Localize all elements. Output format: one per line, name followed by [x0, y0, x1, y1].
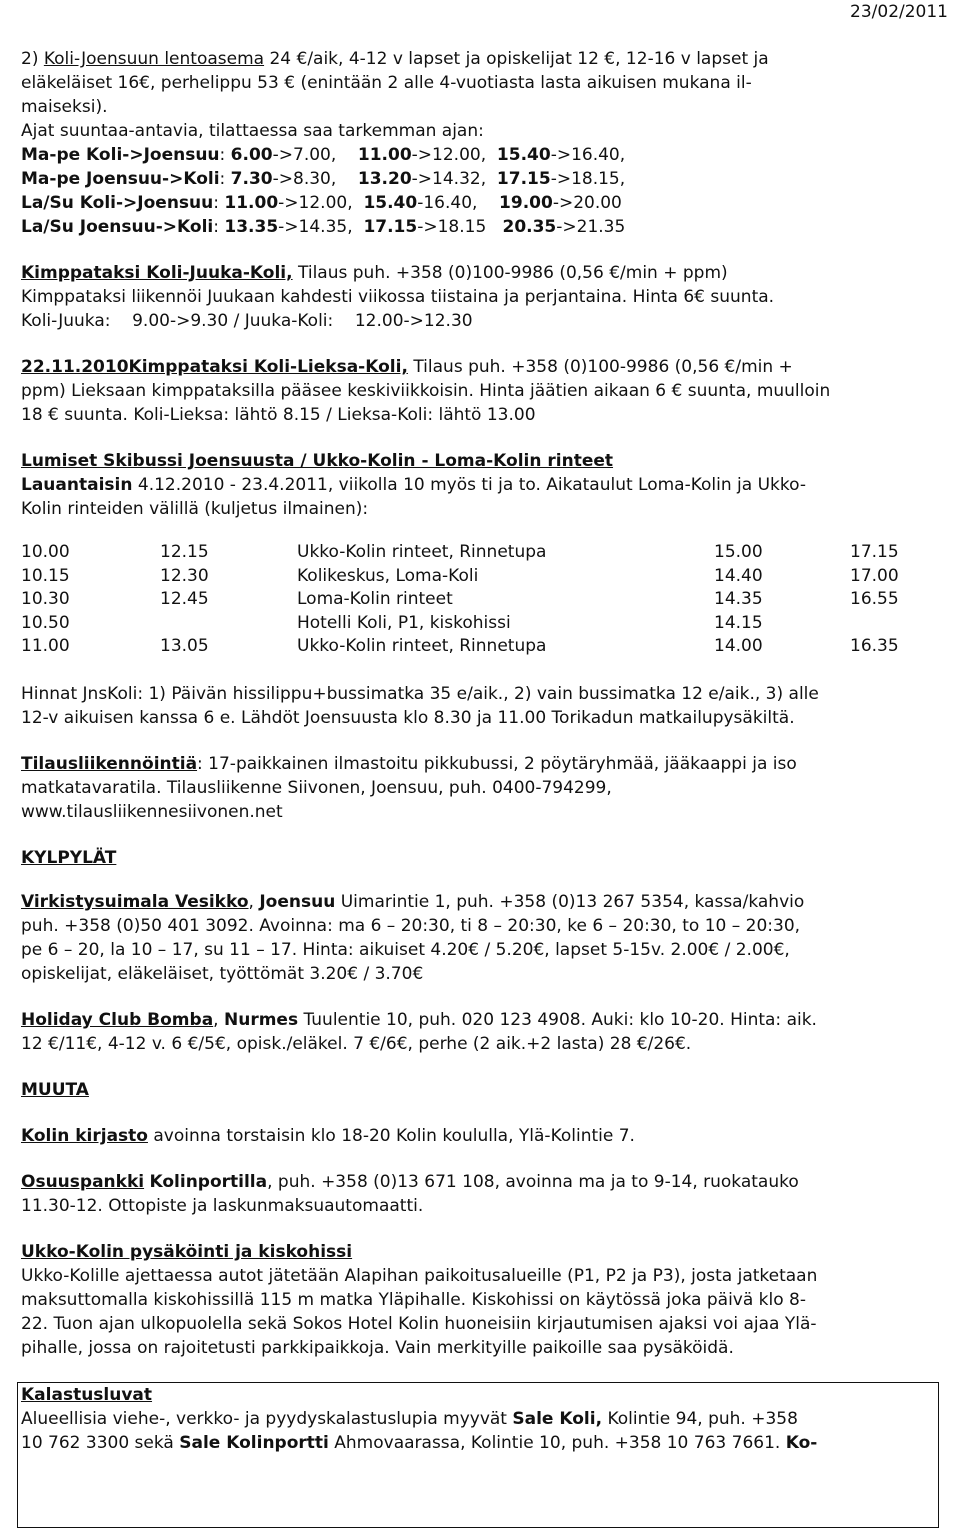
- taxi-lieksa-line-3: 18 € suunta. Koli-Lieksa: lähtö 8.15 / Lieksa-Koli: lähtö 13.00: [21, 405, 536, 425]
- vesikko-line-3: pe 6 – 20, la 10 – 17, su 11 – 17. Hinta: aikuiset 4.20€ / 5.20€, lapset 5-15v. 2.00€ / 2.00€,: [21, 940, 790, 960]
- bank-line-1: Osuuspankki Kolinportilla, puh. +358 (0)13 671 108, avoinna ma ja to 9-14, ruokatauko: [21, 1172, 799, 1192]
- spas-heading: KYLPYLÄT: [21, 848, 117, 868]
- bank-title: Osuuspankki: [21, 1172, 145, 1192]
- parking-line-1: Ukko-Kolille ajettaessa autot jätetään Alapihan paikoitusalueille (P1, P2 ja P3), josta jatketaan: [21, 1266, 818, 1286]
- skibus-line-2: Kolin rinteiden välillä (kuljetus ilmainen):: [21, 499, 369, 519]
- taxi-juuka-title: Kimppataksi Koli-Juuka-Koli,: [21, 263, 293, 283]
- vesikko-line-1: Virkistysuimala Vesikko, Joensuu Uimarintie 1, puh. +358 (0)13 267 5354, kassa/kahvio: [21, 892, 805, 912]
- airport-line-3: maiseksi).: [21, 97, 108, 117]
- vesikko-line-4: opiskelijat, eläkeläiset, työttömät 3.20€ / 3.70€: [21, 964, 424, 984]
- misc-heading: MUUTA: [21, 1080, 89, 1100]
- airport-line-2: eläkeläiset 16€, perhelippu 53 € (enintään 2 alle 4-vuotiasta lasta aikuisen mukana il-: [21, 73, 752, 93]
- taxi-lieksa-title: 22.11.2010Kimppataksi Koli-Lieksa-Koli,: [21, 357, 408, 377]
- schedule-cell-depart-2: 12.30: [160, 565, 209, 586]
- schedule-cell-depart-1: 11.00: [21, 636, 70, 656]
- schedule-cell-stop-name: Ukko-Kolin rinteet, Rinnetupa: [297, 636, 547, 656]
- charter-website[interactable]: www.tilausliikennesiivonen.net: [21, 802, 283, 822]
- fishing-box: [17, 1382, 939, 1528]
- taxi-lieksa-line-2: ppm) Lieksaan kimppataksilla pääsee keskiviikkoisin. Hinta jäätien aikaan 6 € suunta, muulloin: [21, 381, 831, 401]
- charter-title: Tilausliikennöintiä: [21, 754, 198, 774]
- taxi-juuka-line-1: Kimppataksi Koli-Juuka-Koli, Tilaus puh. +358 (0)100-9986 (0,56 €/min + ppm): [21, 263, 728, 283]
- airport-line-4: Ajat suuntaa-antavia, tilattaessa saa tarkemman ajan:: [21, 121, 484, 141]
- taxi-juuka-line-3: Koli-Juuka: 9.00->9.30 / Juuka-Koli: 12.00->12.30: [21, 311, 473, 331]
- schedule-cell-stop-name: Ukko-Kolin rinteet, Rinnetupa: [297, 542, 547, 562]
- library-line: Kolin kirjasto avoinna torstaisin klo 18-20 Kolin koululla, Ylä-Kolintie 7.: [21, 1126, 635, 1146]
- schedule-cell-depart-1: 10.50: [21, 612, 70, 633]
- fishing-title: Kalastusluvat: [21, 1385, 153, 1405]
- parking-title: Ukko-Kolin pysäköinti ja kiskohissi: [21, 1242, 353, 1262]
- charter-line-2: matkatavaratila. Tilausliikenne Siivonen, Joensuu, puh. 0400-794299,: [21, 778, 612, 798]
- parking-line-2: maksuttomalla kiskohissillä 115 m matka Yläpihalle. Kiskohissi on käytössä joka päivä klo 8-: [21, 1290, 807, 1310]
- prices-line-1: Hinnat JnsKoli: 1) Päivän hissilippu+bussimatka 35 e/aik., 2) vain bussimatka 12 e/aik., 3) alle: [21, 684, 819, 704]
- skibus-title: Lumiset Skibussi Joensuusta / Ukko-Kolin - Loma-Kolin rinteet: [21, 451, 614, 471]
- library-title: Kolin kirjasto: [21, 1126, 148, 1146]
- schedule-cell-return-1: 14.40: [714, 565, 763, 586]
- schedule-cell-stop-name: Hotelli Koli, P1, kiskohissi: [297, 612, 511, 633]
- bank-line-2: 11.30-12. Ottopiste ja laskunmaksuautomaatti.: [21, 1196, 424, 1216]
- charter-line-1: Tilausliikennöintiä: 17-paikkainen ilmastoitu pikkubussi, 2 pöytäryhmää, jääkaappi ja iso: [21, 754, 797, 774]
- schedule-cell-return-1: 14.35: [714, 589, 763, 609]
- airport-row-1: Ma-pe Koli->Joensuu: 6.00->7.00, 11.00->12.00, 15.40->16.40,: [21, 145, 626, 165]
- parking-line-3: 22. Tuon ajan ulkopuolella sekä Sokos Hotel Kolin huoneisiin kirjautumisen ajaksi voi ajaa Ylä-: [21, 1314, 817, 1334]
- schedule-cell-depart-2: 12.15: [160, 542, 209, 562]
- schedule-cell-stop-name: Kolikeskus, Loma-Koli: [297, 565, 479, 586]
- schedule-cell-depart-1: 10.15: [21, 565, 70, 586]
- taxi-juuka-line-2: Kimppataksi liikennöi Juukaan kahdesti viikossa tiistaina ja perjantaina. Hinta 6€ suunta.: [21, 287, 775, 307]
- bomba-line-1: Holiday Club Bomba, Nurmes Tuulentie 10, puh. 020 123 4908. Auki: klo 10-20. Hinta: aik.: [21, 1010, 817, 1030]
- airport-row-3: La/Su Koli->Joensuu: 11.00->12.00, 15.40-16.40, 19.00->20.00: [21, 193, 622, 213]
- fishing-line-1: Alueellisia viehe-, verkko- ja pyydyskalastuslupia myyvät Sale Koli, Kolintie 94, puh. +358: [21, 1409, 798, 1429]
- schedule-cell-return-1: 14.15: [714, 612, 763, 633]
- bomba-title: Holiday Club Bomba: [21, 1010, 214, 1030]
- schedule-cell-return-1: 15.00: [714, 542, 763, 562]
- skibus-line-1: Lauantaisin 4.12.2010 - 23.4.2011, viikolla 10 myös ti ja to. Aikataulut Loma-Kolin ja Ukko-: [21, 475, 806, 495]
- airport-number: 2): [21, 49, 44, 69]
- schedule-cell-return-1: 14.00: [714, 636, 763, 656]
- vesikko-line-2: puh. +358 (0)50 401 3092. Avoinna: ma 6 – 20:30, ti 8 – 20:30, ke 6 – 20:30, to 10 – 20:30,: [21, 916, 801, 936]
- prices-line-2: 12-v aikuisen kanssa 6 e. Lähdöt Joensuusta klo 8.30 ja 11.00 Torikadun matkailupysäkiltä.: [21, 708, 795, 728]
- airport-row-2: Ma-pe Joensuu->Koli: 7.30->8.30, 13.20->14.32, 17.15->18.15,: [21, 169, 626, 189]
- vesikko-title: Virkistysuimala Vesikko: [21, 892, 249, 912]
- bomba-line-2: 12 €/11€, 4-12 v. 6 €/5€, opisk./eläkel. 7 €/6€, perhe (2 aik.+2 lasta) 28 €/26€.: [21, 1034, 692, 1054]
- schedule-cell-return-2: 16.55: [850, 589, 899, 609]
- schedule-cell-return-2: 17.00: [850, 565, 899, 586]
- schedule-cell-return-2: 16.35: [850, 636, 899, 656]
- airport-prices: 24 €/aik, 4-12 v lapset ja opiskelijat 12 €, 12-16 v lapset ja: [264, 49, 769, 69]
- schedule-cell-depart-2: 13.05: [160, 636, 209, 656]
- schedule-cell-return-2: 17.15: [850, 542, 899, 562]
- taxi-lieksa-line-1: 22.11.2010Kimppataksi Koli-Lieksa-Koli, Tilaus puh. +358 (0)100-9986 (0,56 €/min +: [21, 357, 793, 377]
- airport-row-4: La/Su Joensuu->Koli: 13.35->14.35, 17.15->18.15 20.35->21.35: [21, 217, 626, 237]
- fishing-line-2: 10 762 3300 sekä Sale Kolinportti Ahmovaarassa, Kolintie 10, puh. +358 10 763 7661. Ko-: [21, 1433, 818, 1453]
- schedule-cell-stop-name: Loma-Kolin rinteet: [297, 589, 453, 609]
- schedule-cell-depart-1: 10.00: [21, 542, 70, 562]
- airport-link[interactable]: Koli-Joensuun lentoasema: [43, 49, 265, 69]
- parking-line-4: pihalle, jossa on rajoitetusti parkkipaikkoja. Vain merkityille paikoille saa pysäköidä.: [21, 1338, 734, 1358]
- schedule-cell-depart-2: 12.45: [160, 589, 209, 609]
- schedule-cell-depart-1: 10.30: [21, 589, 70, 609]
- page-date: 23/02/2011: [850, 2, 948, 22]
- airport-line-1: [21, 48, 769, 70]
